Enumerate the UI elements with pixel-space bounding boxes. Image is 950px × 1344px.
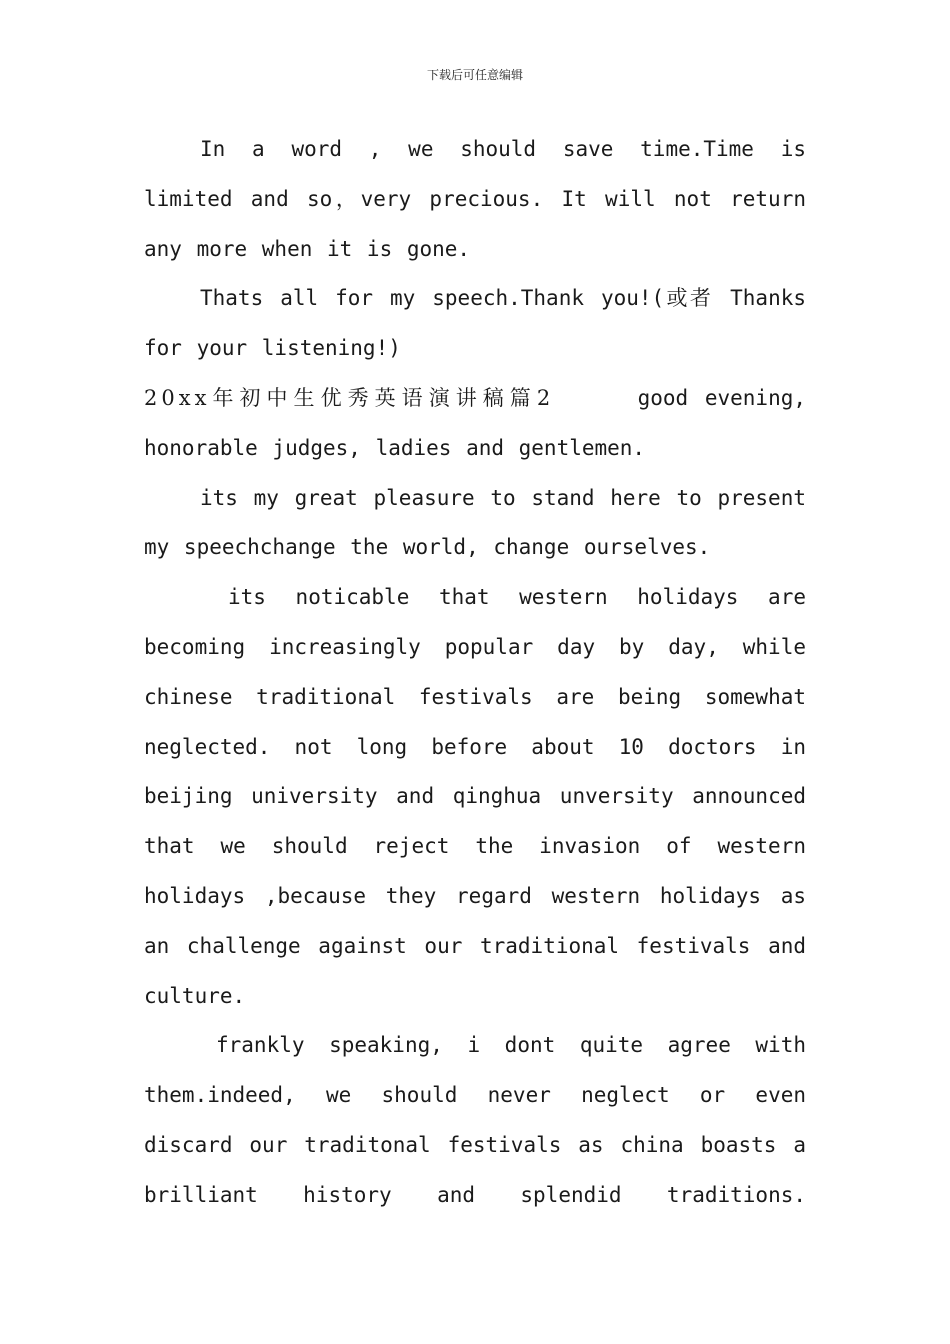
paragraph-save-time: In a word , we should save time.Time is limited and so，very precious. It will not return any more when it is gone. — [144, 137, 806, 261]
paragraph-western-holidays: its noticable that western holidays are becoming increasingly popular day by day, while chinese traditional festivals are being somewhat neglected. not long before about 10 doctors in beijing university and qinghua unversity announced that we should reject the invasion of western holidays ,because they regard western holidays as an challenge against our traditional festivals and culture. — [144, 585, 806, 1008]
paragraph-speech-2-intro — [144, 374, 821, 474]
greeting-text: good evening, honorable judges, ladies and gentlemen. — [144, 385, 821, 460]
paragraph-frankly-speaking: frankly speaking, i dont quite agree with them.indeed, we should never neglect or even discard our traditonal festivals as china boasts a brilliant history and splendid traditions. — [144, 1033, 806, 1207]
paragraph-closing: Thats all for my speech.Thank you!(或者 Thanks for your listening!) — [144, 286, 806, 361]
paragraph-pleasure: its my great pleasure to stand here to present my speechchange the world, change ourselves. — [144, 485, 806, 560]
document-body — [144, 125, 821, 1221]
page-header: 下载后可任意编辑 — [426, 68, 523, 82]
speech-heading: 20xx年初中生优秀英语演讲稿篇2 — [144, 385, 555, 410]
